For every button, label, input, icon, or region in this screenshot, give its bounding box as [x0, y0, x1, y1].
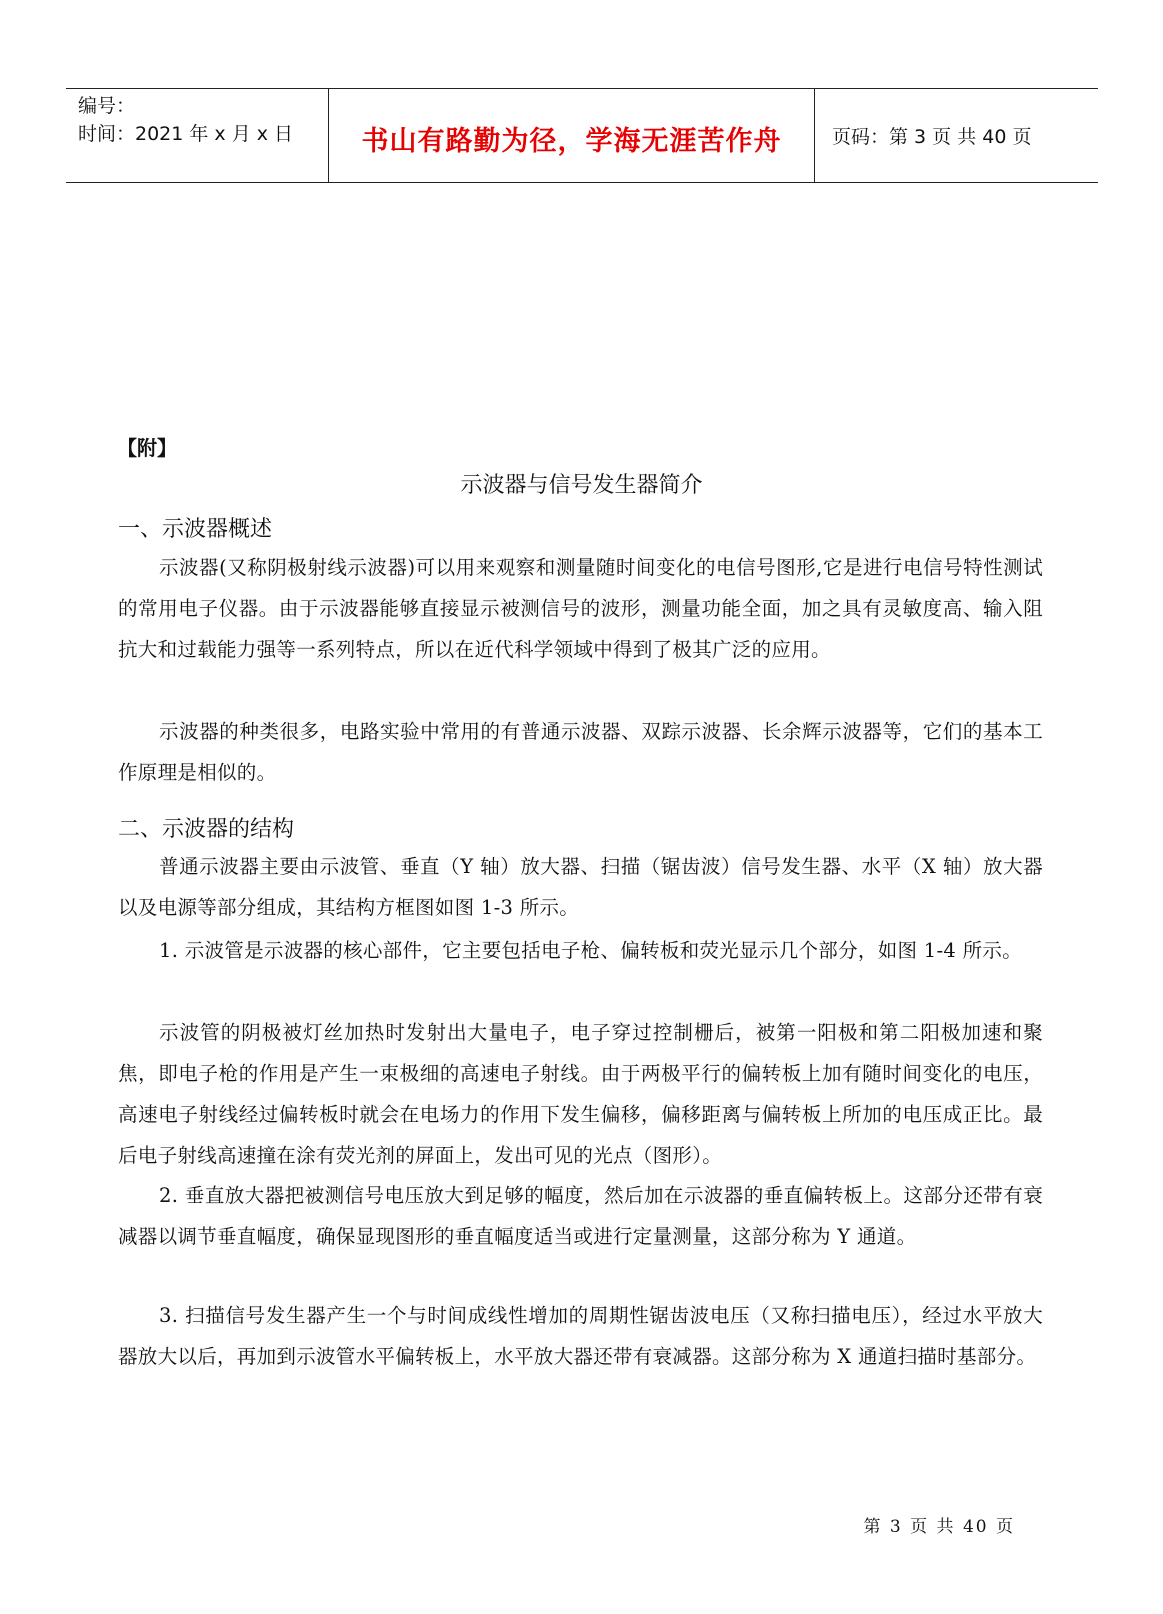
serial-label: 编号： [78, 95, 136, 117]
header-page-cell [816, 89, 1098, 182]
paragraph-3: 普通示波器主要由示波管、垂直（Y 轴）放大器、扫描（锯齿波）信号发生器、水平（X 轴）放大器以及电源等部分组成，其结构方框图如图 1-3 所示。 [118, 855, 1043, 919]
section-1-heading: 一、示波器概述 [118, 517, 273, 542]
paragraph-4: 1. 示波管是示波器的核心部件，它主要包括电子枪、偏转板和荧光显示几个部分，如图 1-4 所示。 [159, 939, 1023, 962]
paragraph-1: 示波器(又称阴极射线示波器)可以用来观察和测量随时间变化的电信号图形,它是进行电信号特性测试的常用电子仪器。由于示波器能够直接显示被测信号的波形，测量功能全面，加之具有灵敏度高、输入阻抗大和过载能力强等一系列特点，所以在近代科学领域中得到了极其广泛的应用。 [118, 556, 1043, 661]
header-meta-cell [66, 89, 329, 182]
header-motto-cell [329, 89, 815, 182]
page-code: 页码：第 3 页 共 40 页 [832, 126, 1032, 148]
appendix-tag: 【附】 [117, 436, 177, 460]
page-footer: 第 3 页 共 40 页 [863, 1517, 1015, 1537]
document-header [66, 88, 1098, 183]
date-line: 时间：2021 年 x 月 x 日 [78, 123, 294, 145]
paragraph-6: 2. 垂直放大器把被测信号电压放大到足够的幅度，然后加在示波器的垂直偏转板上。这部分还带有衰减器以调节垂直幅度，确保显现图形的垂直幅度适当或进行定量测量，这部分称为 Y 通道。 [118, 1184, 1043, 1248]
motto: 书山有路勤为径，学海无涯苦作舟 [361, 126, 782, 157]
paragraph-2: 示波器的种类很多，电路实验中常用的有普通示波器、双踪示波器、长余辉示波器等，它们的基本工作原理是相似的。 [118, 720, 1043, 784]
section-2-heading: 二、示波器的结构 [118, 817, 295, 842]
paragraph-5: 示波管的阴极被灯丝加热时发射出大量电子，电子穿过控制栅后，被第一阳极和第二阳极加速和聚焦，即电子枪的作用是产生一束极细的高速电子射线。由于两极平行的偏转板上加有随时间变化的电压，高速电子射线经过偏转板时就会在电场力的作用下发生偏移，偏移距离与偏转板上所加的电压成正比。最后电子射线高速撞在涂有荧光剂的屏面上，发出可见的光点（图形）。 [118, 1021, 1043, 1167]
document-title: 示波器与信号发生器简介 [460, 473, 703, 498]
paragraph-7: 3. 扫描信号发生器产生一个与时间成线性增加的周期性锯齿波电压（又称扫描电压），经过水平放大器放大以后，再加到示波管水平偏转板上，水平放大器还带有衰减器。这部分称为 X 通道扫描时基部分。 [118, 1304, 1043, 1368]
